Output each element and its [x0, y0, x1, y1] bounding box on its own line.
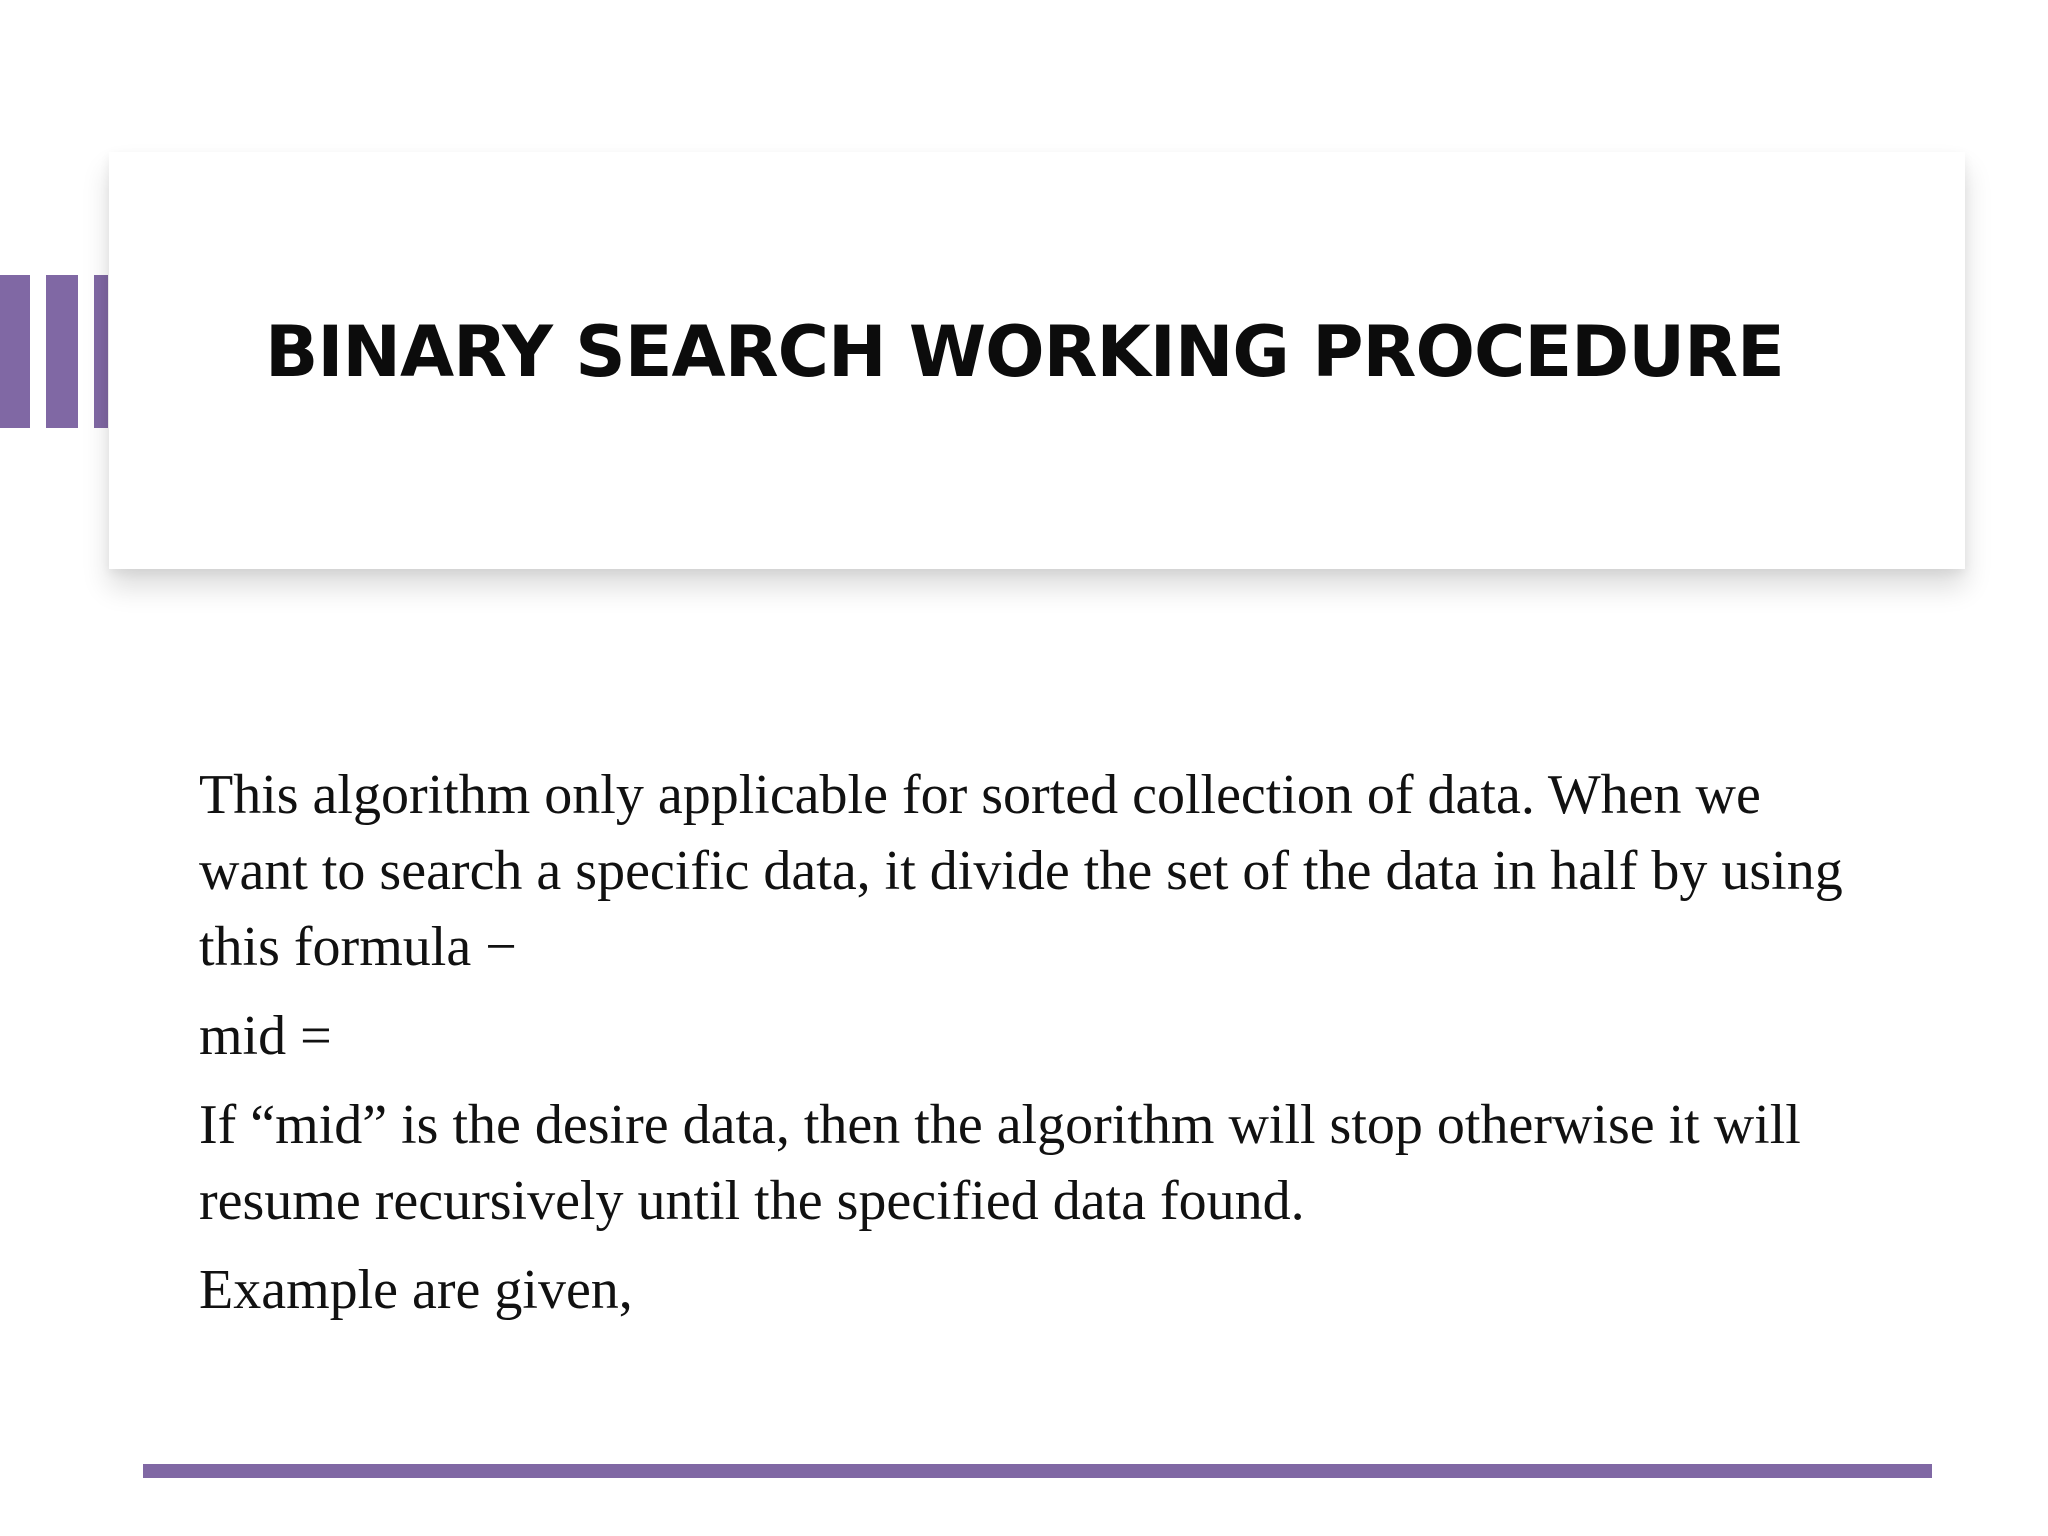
title-box [109, 152, 1965, 569]
bottom-divider [143, 1464, 1932, 1478]
body-paragraph-example: Example are given, [199, 1259, 633, 1321]
slide-title: BINARY SEARCH WORKING PROCEDURE [265, 311, 1784, 393]
slide-body [199, 757, 1879, 1341]
accent-bar-middle [46, 275, 78, 428]
accent-bar-left [0, 275, 30, 428]
body-paragraph-procedure: If “mid” is the desire data, then the algorithm will stop otherwise it will resume recursively until the specified data found. [199, 1094, 1801, 1232]
body-paragraph-formula: mid = [199, 1005, 332, 1067]
accent-bar-right [94, 275, 108, 428]
body-paragraph-intro: This algorithm only applicable for sorted collection of data. When we want to search a specific data, it divide the set of the data in half by using this formula − [199, 764, 1843, 978]
